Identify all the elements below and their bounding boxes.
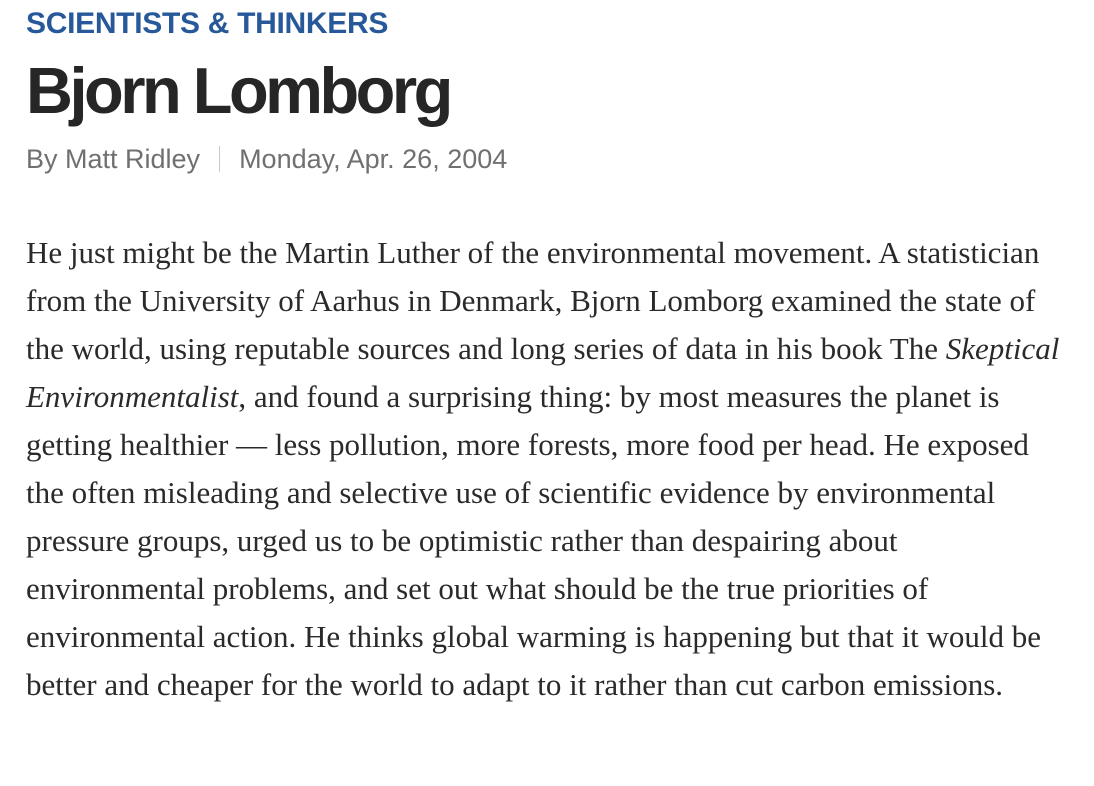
- byline-divider: [219, 146, 220, 172]
- byline: [26, 141, 1076, 177]
- book-title: Skeptical Environmentalist: [26, 331, 1060, 414]
- body-text-part-1: He just might be the Martin Luther of the environmental movement. A statistician from the University of Aarhus in Denmark, Bjorn Lomborg examined the state of the world, using reputable sources and long series of data in his book The: [26, 235, 1040, 366]
- body-text-part-2: , and found a surprising thing: by most measures the planet is getting healthier — less pollution, more forests, more food per head. He exposed the often misleading and selective use of scientific evidence by environmental pressure groups, urged us to be optimistic rather than despairing about environmental problems, and set out what should be the true priorities of environmental action. He thinks global warming is happening but that it would be better and cheaper for the world to adapt to it rather than cut carbon emissions.: [26, 379, 1042, 702]
- article: [26, 0, 1076, 740]
- article-body: [26, 229, 1071, 709]
- section-kicker-link[interactable]: SCIENTISTS & THINKERS: [26, 7, 389, 40]
- article-headline: Bjorn Lomborg: [26, 54, 450, 127]
- byline-author[interactable]: By Matt Ridley: [26, 144, 201, 174]
- byline-date: Monday, Apr. 26, 2004: [239, 144, 508, 174]
